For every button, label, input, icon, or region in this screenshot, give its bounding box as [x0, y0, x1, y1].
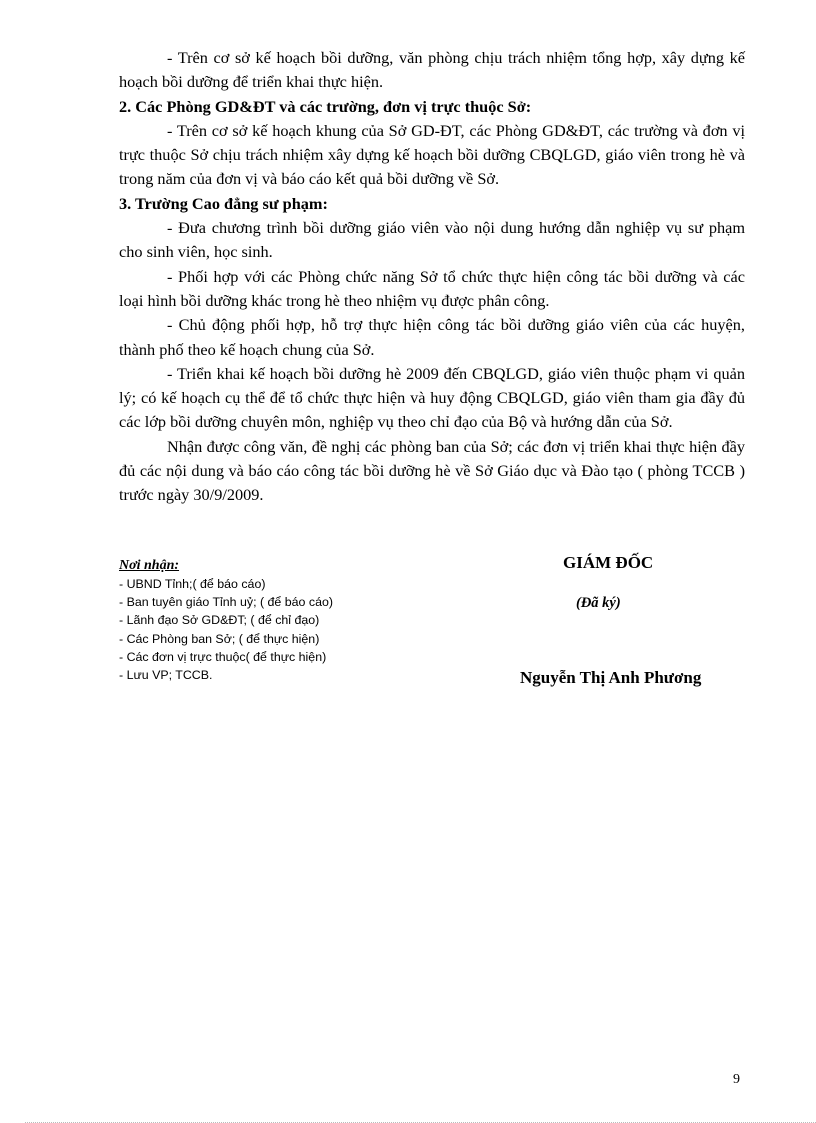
recipients-title: Nơi nhận: — [119, 558, 180, 573]
recipient-item: - Lãnh đạo Sở GD&ĐT; ( để chỉ đạo) — [119, 613, 320, 628]
paragraph: - Phối hợp với các Phòng chức năng Sở tổ chức thực hiện công tác bồi dưỡng và các loại hình bồi dưỡng khác trong hè theo nhiệm vụ được phân công. — [119, 266, 745, 310]
paragraph: - Chủ động phối hợp, hỗ trợ thực hiện công tác bồi dưỡng giáo viên của các huyện, thành phố theo kế hoạch chung của Sở. — [119, 315, 745, 359]
recipient-item: - Ban tuyên giáo Tỉnh uỷ; ( để báo cáo) — [119, 595, 333, 610]
signer-name: Nguyễn Thị Anh Phương — [520, 668, 702, 687]
paragraph: - Trên cơ sở kế hoạch bồi dưỡng, văn phòng chịu trách nhiệm tổng hợp, xây dựng kế hoạch bồi dưỡng để triển khai thực hiện. — [119, 48, 745, 92]
paragraph: - Triển khai kế hoạch bồi dưỡng hè 2009 đến CBQLGD, giáo viên thuộc phạm vi quản lý; có kế hoạch cụ thể để tổ chức thực hiện và huy động CBQLGD, giáo viên tham gia đầy đủ các lớp bồi dưỡng chuyên môn, nghiệp vụ theo chỉ đạo của Bộ và hướng dẫn của Sở. — [119, 363, 745, 432]
page-number: 9 — [733, 1072, 740, 1087]
signed-status: (Đã ký) — [576, 595, 621, 611]
section-heading: 3. Trường Cao đẳng sư phạm: — [119, 193, 328, 213]
closing-paragraph: Nhận được công văn, đề nghị các phòng ban của Sở; các đơn vị triển khai thực hiện đầy đủ các nội dung và báo cáo công tác bồi dưỡng hè về Sở Giáo dục và Đào tạo ( phòng TCCB ) trước ngày 30/9/2009. — [119, 436, 745, 505]
body-text — [119, 46, 745, 508]
section-heading: 2. Các Phòng GD&ĐT và các trường, đơn vị trực thuộc Sở: — [119, 96, 532, 116]
recipient-item: - UBND Tỉnh;( để báo cáo) — [119, 577, 266, 591]
recipients-block — [119, 557, 419, 684]
recipient-item: - Lưu VP; TCCB. — [119, 668, 213, 683]
paragraph: - Trên cơ sở kế hoạch khung của Sở GD-ĐT, các Phòng GD&ĐT, các trường và đơn vị trực thuộc Sở chịu trách nhiệm xây dựng kế hoạch bồi dưỡng CBQLGD, giáo viên trong hè và trong năm của đơn vị và báo cáo kết quả bồi dưỡng về Sở. — [119, 120, 745, 189]
recipient-item: - Các đơn vị trực thuộc( để thực hiện) — [119, 649, 327, 664]
paragraph: - Đưa chương trình bồi dưỡng giáo viên vào nội dung hướng dẫn nghiệp vụ sư phạm cho sinh viên, học sinh. — [119, 218, 745, 262]
signer-title: GIÁM ĐỐC — [563, 553, 654, 572]
recipient-item: - Các Phòng ban Sở; ( để thực hiện) — [119, 631, 320, 646]
recipients-list — [119, 575, 419, 684]
